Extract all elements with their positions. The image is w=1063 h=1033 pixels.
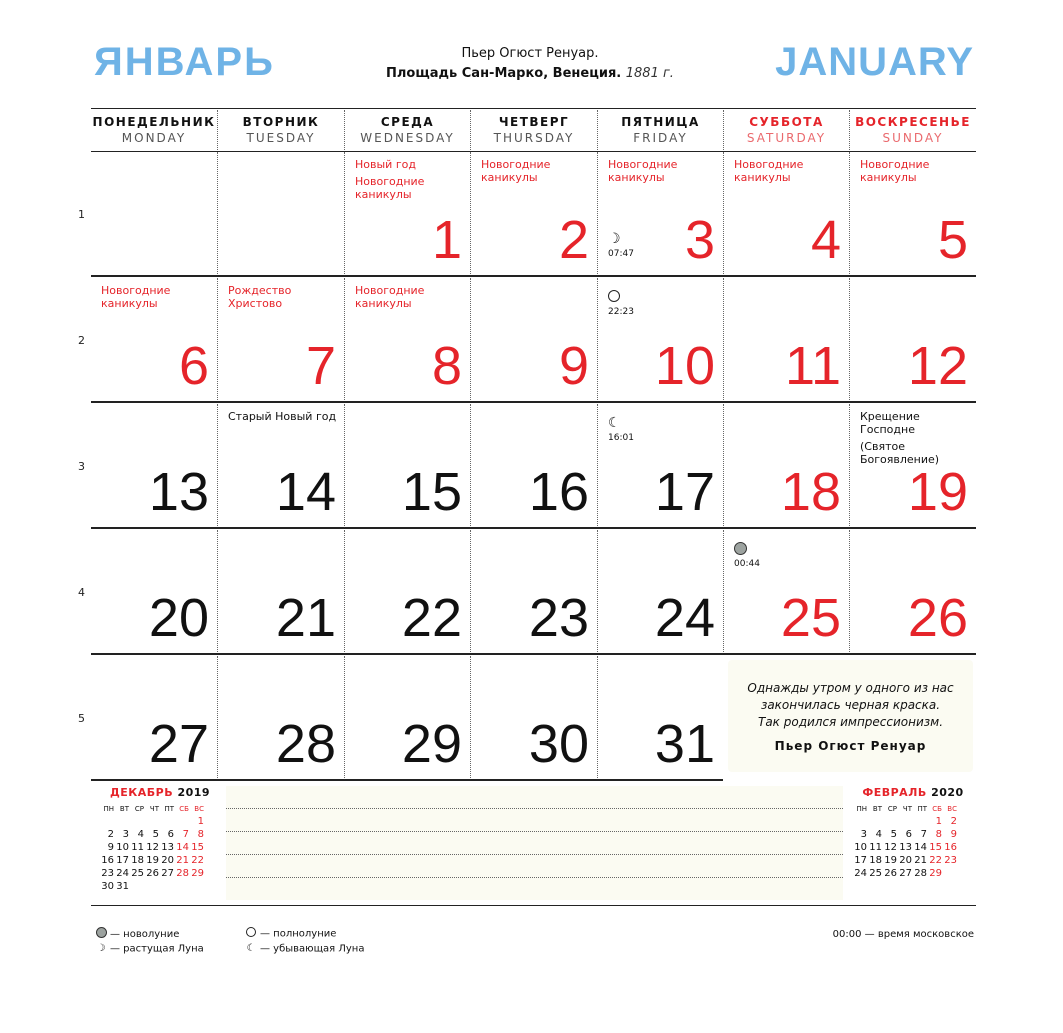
day-cell[interactable] — [91, 656, 217, 778]
weekday-name-en: SATURDAY — [746, 131, 827, 145]
mini-day: 1 — [197, 816, 204, 827]
day-note: Новый год — [355, 158, 416, 171]
mini-day: 13 — [161, 842, 174, 853]
mini-calendar-title — [100, 786, 220, 799]
mini-day — [175, 880, 190, 893]
day-cell[interactable] — [597, 278, 723, 400]
day-note: Рождество Христово — [228, 284, 292, 310]
weekday-name-ru: ПЯТНИЦА — [621, 115, 700, 129]
day-cell[interactable] — [344, 656, 470, 778]
day-cell[interactable] — [217, 530, 344, 652]
quote-line: закончилась черная краска. — [760, 698, 941, 712]
mini-day: 18 — [869, 855, 882, 866]
quote-text — [728, 680, 973, 731]
mini-day — [100, 815, 115, 828]
mini-day: 4 — [875, 829, 882, 840]
legend-new-moon — [94, 927, 179, 941]
mini-day: 14 — [176, 842, 189, 853]
day-cell[interactable] — [470, 278, 597, 400]
mini-day: 25 — [869, 868, 882, 879]
mini-day — [145, 880, 160, 893]
mini-day: 20 — [899, 855, 912, 866]
mini-day: 16 — [101, 855, 114, 866]
mini-calendar-table — [853, 803, 958, 880]
weekday-name-en: SUNDAY — [882, 131, 944, 145]
legend-full-moon — [244, 927, 336, 940]
mini-day — [130, 880, 145, 893]
mini-day — [943, 867, 958, 880]
day-note: Новогодние каникулы — [101, 284, 171, 310]
mini-day — [868, 815, 883, 828]
mini-day — [913, 815, 928, 828]
day-notes — [860, 410, 970, 466]
day-notes — [860, 158, 970, 184]
day-number: 7 — [305, 336, 336, 396]
mini-day: 17 — [854, 855, 867, 866]
day-cell[interactable] — [217, 656, 344, 778]
day-number: 1 — [431, 210, 462, 270]
day-cell[interactable] — [849, 530, 976, 652]
painting-year: 1881 г. — [625, 66, 674, 81]
waxing-moon-icon: ☽ — [96, 943, 106, 954]
day-note: Старый Новый год — [228, 410, 337, 423]
mini-day: 28 — [176, 868, 189, 879]
mini-day: 27 — [899, 868, 912, 879]
day-number: 25 — [780, 588, 841, 648]
day-cell[interactable] — [344, 278, 470, 400]
notes-line — [226, 831, 843, 832]
week-separator — [91, 779, 723, 781]
day-number: 4 — [810, 210, 841, 270]
waxing-moon-icon: ☽ — [608, 231, 621, 247]
mini-day-head: ПН — [103, 805, 114, 813]
weekday-header — [91, 110, 217, 150]
quote-line: Однажды утром у одного из нас — [747, 681, 954, 695]
mini-day: 6 — [167, 829, 174, 840]
weekday-name-ru: ЧЕТВЕРГ — [498, 115, 570, 129]
week-number: 4 — [78, 586, 85, 599]
day-number: 30 — [528, 714, 589, 774]
week-separator — [91, 401, 976, 403]
day-number: 14 — [275, 462, 336, 522]
moon-time: 07:47 — [608, 249, 634, 259]
mini-day — [175, 815, 190, 828]
mini-day: 9 — [950, 829, 957, 840]
day-number: 26 — [907, 588, 968, 648]
day-cell[interactable] — [344, 152, 470, 274]
moon-time: 22:23 — [608, 307, 634, 317]
mini-day — [130, 815, 145, 828]
mini-calendar-next — [853, 786, 973, 880]
mini-day — [898, 815, 913, 828]
day-number: 13 — [148, 462, 209, 522]
mini-day: 15 — [929, 842, 942, 853]
weekday-name-ru: ВОСКРЕСЕНЬЕ — [855, 115, 971, 129]
week-separator — [91, 275, 976, 277]
day-number: 8 — [431, 336, 462, 396]
mini-day: 24 — [116, 868, 129, 879]
day-number: 24 — [654, 588, 715, 648]
full-moon-icon — [608, 290, 620, 305]
mini-day — [160, 880, 175, 893]
mini-day: 7 — [920, 829, 927, 840]
mini-day — [145, 815, 160, 828]
mini-day: 23 — [101, 868, 114, 879]
day-cell[interactable] — [723, 404, 849, 526]
day-number: 2 — [558, 210, 589, 270]
mini-day: 22 — [929, 855, 942, 866]
day-number: 23 — [528, 588, 589, 648]
weekday-name-en: WEDNESDAY — [360, 131, 455, 145]
mini-day: 3 — [122, 829, 129, 840]
day-note: Новогодние каникулы — [481, 158, 551, 184]
mini-day — [115, 815, 130, 828]
mini-day: 22 — [191, 855, 204, 866]
painting-caption — [330, 44, 730, 84]
day-number: 10 — [654, 336, 715, 396]
mini-day: 2 — [107, 829, 114, 840]
day-number: 3 — [684, 210, 715, 270]
mini-day: 25 — [131, 868, 144, 879]
waning-moon-icon: ☾ — [246, 943, 256, 954]
header-top-rule — [91, 108, 976, 109]
week-number: 5 — [78, 712, 85, 725]
mini-day: 17 — [116, 855, 129, 866]
day-note: Новогодние каникулы — [355, 175, 425, 201]
mini-day-head: ПН — [856, 805, 867, 813]
day-number: 31 — [654, 714, 715, 774]
day-note: (Святое Богоявление) — [860, 440, 940, 466]
day-cell[interactable] — [344, 530, 470, 652]
week-separator — [91, 653, 976, 655]
painting-title-line — [330, 64, 730, 84]
mini-day-head: СБ — [179, 805, 189, 813]
day-number: 15 — [401, 462, 462, 522]
day-cell[interactable] — [849, 404, 976, 526]
day-number: 27 — [148, 714, 209, 774]
mini-day: 10 — [116, 842, 129, 853]
week-number: 1 — [78, 208, 85, 221]
day-number: 29 — [401, 714, 462, 774]
mini-day: 10 — [854, 842, 867, 853]
mini-day: 26 — [146, 868, 159, 879]
weekday-header — [470, 110, 597, 150]
mini-month: ДЕКАБРЬ — [109, 786, 174, 799]
day-number: 5 — [937, 210, 968, 270]
mini-day: 8 — [935, 829, 942, 840]
moon-time: 00:44 — [734, 559, 760, 569]
waning-moon-icon: ☾ — [608, 415, 621, 431]
mini-day: 2 — [950, 816, 957, 827]
new-moon-icon — [734, 542, 747, 558]
day-cell[interactable] — [217, 278, 344, 400]
day-notes — [355, 158, 465, 201]
mini-day: 29 — [929, 868, 942, 879]
day-note: Новогодние каникулы — [734, 158, 804, 184]
day-number: 6 — [178, 336, 209, 396]
mini-day: 12 — [884, 842, 897, 853]
month-title-en: JANUARY — [775, 40, 974, 84]
notes-line — [226, 854, 843, 855]
mini-day-head: ЧТ — [149, 805, 159, 813]
notes-line — [226, 877, 843, 878]
day-note: Новогодние каникулы — [355, 284, 425, 310]
day-number: 22 — [401, 588, 462, 648]
quote-box — [728, 660, 973, 772]
legend-label: — новолуние — [110, 929, 180, 940]
notes-line — [226, 808, 843, 809]
day-notes — [228, 410, 338, 423]
legend-waning — [244, 943, 364, 955]
mini-day-head: ПТ — [917, 805, 927, 813]
mini-day-head: СБ — [932, 805, 942, 813]
mini-day: 16 — [944, 842, 957, 853]
mini-day: 19 — [146, 855, 159, 866]
week-separator — [91, 527, 976, 529]
day-number: 19 — [907, 462, 968, 522]
day-cell[interactable] — [344, 404, 470, 526]
day-number: 12 — [907, 336, 968, 396]
weekday-name-en: FRIDAY — [633, 131, 688, 145]
day-cell[interactable] — [723, 152, 849, 274]
mini-day: 7 — [182, 829, 189, 840]
mini-year: 2020 — [931, 786, 964, 799]
mini-day: 12 — [146, 842, 159, 853]
day-notes — [355, 284, 465, 310]
mini-day-head: ВТ — [872, 805, 882, 813]
day-number: 20 — [148, 588, 209, 648]
day-notes — [734, 158, 844, 184]
mini-day-head: ПТ — [164, 805, 174, 813]
week-number: 2 — [78, 334, 85, 347]
bottom-rule — [91, 905, 976, 906]
day-note: Новогодние каникулы — [860, 158, 930, 184]
weekday-header — [597, 110, 723, 150]
day-cell[interactable] — [470, 530, 597, 652]
day-cell[interactable] — [597, 530, 723, 652]
mini-calendar-prev — [100, 786, 220, 893]
mini-day: 13 — [899, 842, 912, 853]
day-notes — [481, 158, 591, 184]
day-notes — [101, 284, 211, 310]
mini-day-head: ВС — [947, 805, 957, 813]
weekday-name-ru: СУББОТА — [749, 115, 824, 129]
mini-day: 6 — [905, 829, 912, 840]
quote-line: Так родился импрессионизм. — [757, 715, 944, 729]
day-cell[interactable] — [597, 404, 723, 526]
day-cell[interactable] — [217, 152, 344, 274]
day-number: 28 — [275, 714, 336, 774]
day-note: Крещение Господне — [860, 410, 920, 436]
mini-day: 21 — [914, 855, 927, 866]
mini-day: 29 — [191, 868, 204, 879]
legend-label: — растущая Луна — [110, 943, 204, 955]
day-cell[interactable] — [597, 152, 723, 274]
mini-day: 28 — [914, 868, 927, 879]
mini-day: 20 — [161, 855, 174, 866]
weekday-name-en: MONDAY — [121, 131, 187, 145]
day-cell[interactable] — [91, 530, 217, 652]
mini-day: 11 — [869, 842, 882, 853]
mini-calendar-title — [853, 786, 973, 799]
mini-day: 31 — [116, 881, 129, 892]
mini-day-head: СР — [887, 805, 897, 813]
week-number: 3 — [78, 460, 85, 473]
day-cell[interactable] — [470, 404, 597, 526]
mini-day-head: ВС — [194, 805, 204, 813]
mini-day: 26 — [884, 868, 897, 879]
day-number: 17 — [654, 462, 715, 522]
legend-waxing — [94, 943, 204, 955]
mini-day: 24 — [854, 868, 867, 879]
mini-day: 3 — [860, 829, 867, 840]
mini-day-head: СР — [134, 805, 144, 813]
day-number: 11 — [784, 336, 841, 396]
weekday-header — [849, 110, 976, 150]
new-moon-icon — [94, 927, 108, 941]
mini-day: 30 — [101, 881, 114, 892]
quote-author: Пьер Огюст Ренуар — [774, 739, 927, 753]
mini-month: ФЕВРАЛЬ — [862, 786, 927, 799]
day-number: 18 — [780, 462, 841, 522]
day-cell[interactable] — [849, 278, 976, 400]
day-cell[interactable] — [597, 656, 723, 778]
day-number: 9 — [558, 336, 589, 396]
weekday-name-en: THURSDAY — [493, 131, 575, 145]
day-cell[interactable] — [91, 152, 217, 274]
day-notes — [608, 158, 718, 184]
notes-area[interactable] — [226, 786, 843, 900]
day-cell[interactable] — [470, 656, 597, 778]
legend-label: — убывающая Луна — [260, 943, 365, 955]
mini-day — [190, 880, 205, 893]
full-moon-icon — [244, 927, 258, 940]
mini-day: 27 — [161, 868, 174, 879]
mini-day: 1 — [935, 816, 942, 827]
mini-day-head: ЧТ — [902, 805, 912, 813]
mini-day: 21 — [176, 855, 189, 866]
mini-day: 5 — [890, 829, 897, 840]
day-cell[interactable] — [849, 152, 976, 274]
day-notes — [228, 284, 338, 310]
day-cell[interactable] — [723, 278, 849, 400]
month-title-ru: ЯНВАРЬ — [94, 40, 275, 84]
legend-label: — полнолуние — [260, 928, 337, 940]
mini-day: 5 — [152, 829, 159, 840]
weekday-name-ru: СРЕДА — [380, 115, 435, 129]
mini-calendar-table — [100, 803, 205, 893]
weekday-name-ru: ВТОРНИК — [242, 115, 320, 129]
mini-day: 9 — [107, 842, 114, 853]
mini-day-head: ВТ — [119, 805, 129, 813]
day-cell[interactable] — [723, 530, 849, 652]
day-cell[interactable] — [91, 404, 217, 526]
weekday-header — [723, 110, 849, 150]
day-cell[interactable] — [470, 152, 597, 274]
mini-day — [883, 815, 898, 828]
mini-day: 8 — [197, 829, 204, 840]
painting-title: Площадь Сан-Марко, Венеция. — [386, 66, 622, 81]
legend-time-note: 00:00 — время московское — [832, 929, 974, 940]
weekday-name-ru: ПОНЕДЕЛЬНИК — [92, 115, 216, 129]
mini-day: 15 — [191, 842, 204, 853]
mini-day: 11 — [131, 842, 144, 853]
painting-author: Пьер Огюст Ренуар. — [461, 46, 599, 61]
weekday-header — [344, 110, 470, 150]
mini-day: 14 — [914, 842, 927, 853]
mini-year: 2019 — [177, 786, 211, 799]
mini-day: 19 — [884, 855, 897, 866]
weekday-name-en: TUESDAY — [246, 131, 316, 145]
day-note: Новогодние каникулы — [608, 158, 678, 184]
weekday-header — [217, 110, 344, 150]
moon-time: 16:01 — [608, 433, 634, 443]
mini-day — [160, 815, 175, 828]
mini-day: 18 — [131, 855, 144, 866]
day-cell[interactable] — [91, 278, 217, 400]
mini-day: 4 — [137, 829, 144, 840]
day-number: 21 — [275, 588, 336, 648]
mini-day — [853, 815, 868, 828]
mini-day: 23 — [944, 855, 957, 866]
day-cell[interactable] — [217, 404, 344, 526]
day-number: 16 — [528, 462, 589, 522]
